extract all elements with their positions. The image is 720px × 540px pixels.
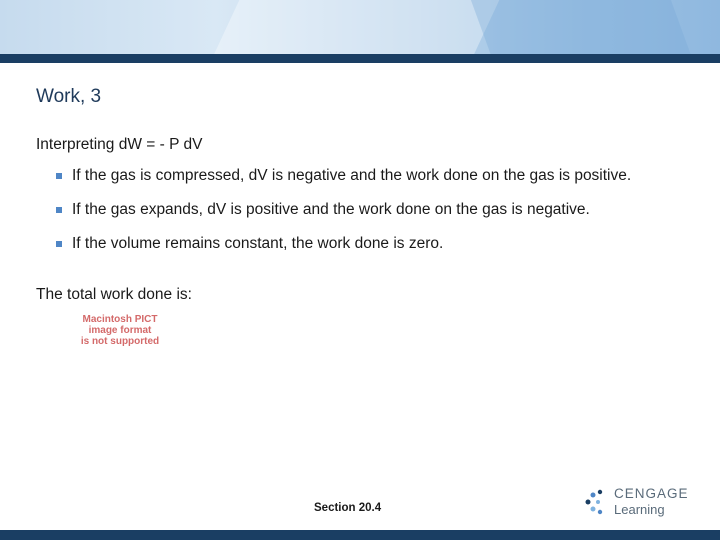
bullet-item	[56, 166, 686, 186]
header-gradient-band	[0, 0, 720, 54]
square-bullet-icon	[56, 173, 62, 179]
bullet-item	[56, 200, 686, 220]
bullet-text: If the volume remains constant, the work done is zero.	[72, 235, 444, 252]
bullet-item	[56, 234, 686, 254]
header-dark-shape	[460, 0, 700, 54]
logo-word-cengage: CENGAGE	[614, 486, 689, 501]
header-light-shape	[202, 0, 518, 54]
unsupported-image-placeholder	[58, 314, 182, 347]
square-bullet-icon	[56, 207, 62, 213]
slide-subhead: Interpreting dW = - P dV	[36, 136, 203, 153]
placeholder-line: is not supported	[80, 336, 160, 347]
bullet-text: If the gas expands, dV is positive and the work done on the gas is negative.	[72, 201, 590, 218]
placeholder-line: image format	[88, 325, 152, 336]
cengage-logo	[584, 486, 694, 518]
header-bar	[0, 54, 720, 63]
slide-title: Work, 3	[36, 86, 102, 107]
placeholder-line: Macintosh PICT	[82, 314, 158, 325]
bullet-list	[56, 166, 686, 268]
total-work-label: The total work done is:	[36, 286, 192, 303]
cengage-mark-icon	[584, 488, 610, 516]
logo-word-learning: Learning	[614, 502, 665, 517]
section-footer: Section 20.4	[314, 502, 382, 514]
square-bullet-icon	[56, 241, 62, 247]
bullet-text: If the gas is compressed, dV is negative and the work done on the gas is positive.	[72, 167, 632, 184]
footer-bar	[0, 530, 720, 540]
